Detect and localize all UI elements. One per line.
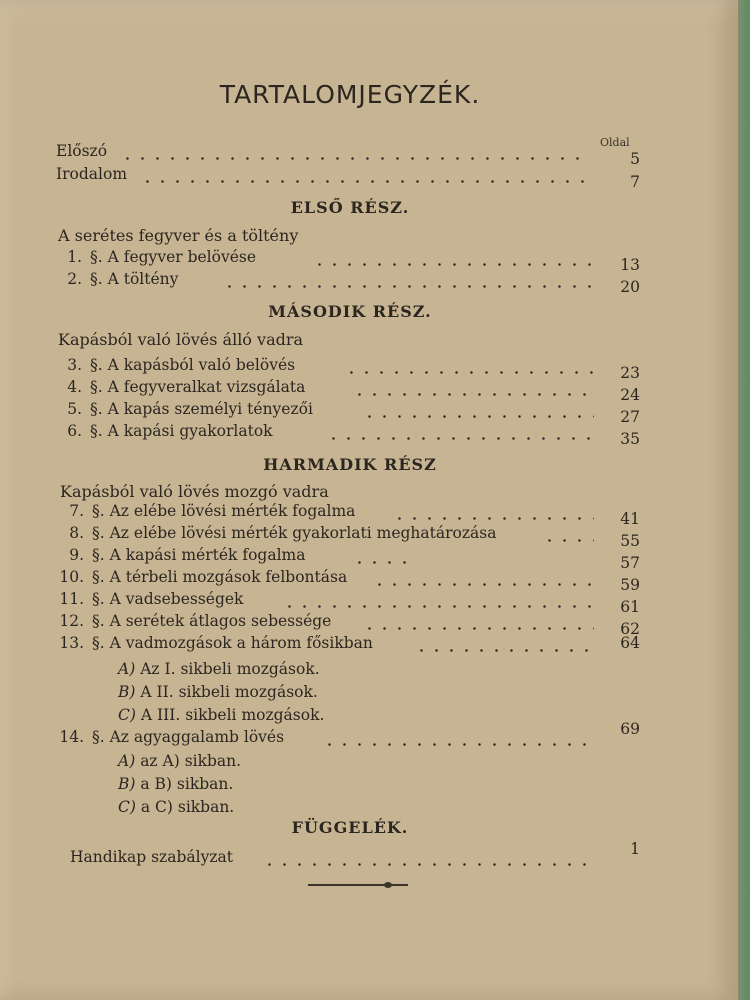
entry-text: §. A vadsebességek (92, 590, 244, 608)
toc-entry (0, 590, 700, 616)
entry-page: 1 (630, 840, 640, 858)
sub-entry (118, 752, 241, 770)
leader-dots (352, 561, 412, 564)
sub-entry-text: Az I. sikbeli mozgások. (140, 660, 320, 678)
leader-dots (362, 627, 594, 630)
entry-text: §. A fegyveralkat vizsgálata (90, 378, 306, 396)
sub-entry (118, 683, 318, 701)
entry-text: §. Az elébe lövési mérték fogalma (92, 502, 356, 520)
part2-subheading: Kapásból való lövés álló vadra (58, 330, 304, 349)
entry-text: §. A serétek átlagos sebessége (92, 612, 332, 630)
leader-dots (312, 263, 594, 266)
entry-number: 8. (69, 524, 84, 542)
entry-text: §. A vadmozgások a három fősikban (92, 634, 373, 652)
entry-page: 24 (620, 386, 640, 404)
entry-number: 4. (67, 378, 82, 396)
entry-text: Handikap szabályzat (70, 848, 233, 866)
entry-page: 62 (620, 620, 640, 638)
book-cover-edge (738, 0, 750, 1000)
entry-page: 20 (620, 278, 640, 296)
sub-entry-letter: C) (118, 706, 136, 724)
sub-entry-letter: B) (118, 775, 136, 793)
entry-page: 59 (620, 576, 640, 594)
toc-entry (0, 524, 700, 550)
section-heading-part1: ELSŐ RÉSZ. (290, 198, 410, 217)
leader-dots (222, 285, 594, 288)
entry-number: 3. (67, 356, 82, 374)
entry-number: 6. (67, 422, 82, 440)
toc-entry (0, 502, 700, 528)
toc-entry (0, 378, 700, 404)
entry-number: 10. (59, 568, 84, 586)
section-heading-appendix: FÜGGELÉK. (291, 818, 409, 837)
sub-entry (118, 660, 320, 678)
entry-text: §. A kapási gyakorlatok (90, 422, 273, 440)
sub-entry-text: A II. sikbeli mozgások. (140, 683, 318, 701)
toc-entry-appendix (0, 840, 700, 870)
entry-number: 9. (69, 546, 84, 564)
toc-entry (0, 634, 700, 656)
toc-entry-bibliography (0, 165, 700, 191)
entry-text: §. A térbeli mozgások felbontása (92, 568, 348, 586)
toc-entry-foreword (0, 142, 700, 168)
leader-dots (392, 517, 594, 520)
entry-page: 7 (630, 173, 640, 191)
entry-text: §. A kapásból való belövés (90, 356, 296, 374)
entry-text: §. A fegyver belövése (90, 248, 257, 266)
entry-page: 13 (620, 256, 640, 274)
entry-page: 27 (620, 408, 640, 426)
entry-page: 57 (620, 554, 640, 572)
leader-dots (120, 157, 590, 160)
leader-dots (326, 437, 594, 440)
section-heading-part2: MÁSODIK RÉSZ. (268, 302, 432, 321)
leader-dots (352, 393, 594, 396)
entry-page: 61 (620, 598, 640, 616)
entry-text: §. A töltény (90, 270, 179, 288)
entry-text: §. Az elébe lövési mérték gyakorlati meghatározása (92, 524, 497, 542)
entry-page: 5 (630, 150, 640, 168)
sub-entry (118, 706, 324, 724)
entry-text: §. Az agyaggalamb lövés (92, 728, 285, 746)
toc-entry (0, 720, 700, 750)
toc-entry (0, 400, 700, 426)
toc-entry (0, 568, 700, 594)
toc-entry (0, 356, 700, 382)
entry-page: 35 (620, 430, 640, 448)
part3-subheading: Kapásból való lövés mozgó vadra (60, 482, 329, 501)
entry-text: Előszó (56, 142, 108, 160)
entry-text: §. A kapási mérték fogalma (92, 546, 306, 564)
entry-page: 69 (620, 720, 640, 738)
leader-dots (372, 583, 594, 586)
leader-dots (542, 539, 594, 542)
toc-entry (0, 248, 700, 274)
sub-entry-text: az A) sikban. (140, 752, 242, 770)
page-title: TARTALOMJEGYZÉK. (219, 80, 481, 109)
entry-page: 41 (620, 510, 640, 528)
sub-entry-letter: B) (118, 683, 136, 701)
page-column-label: Oldal (600, 136, 630, 149)
entry-number: 11. (59, 590, 84, 608)
entry-page: 23 (620, 364, 640, 382)
leader-dots (282, 605, 594, 608)
entry-number: 2. (67, 270, 82, 288)
sub-entry-letter: A) (118, 660, 136, 678)
section-heading-part3: HARMADIK RÉSZ (263, 455, 437, 474)
toc-entry (0, 546, 700, 572)
entry-number: 1. (67, 248, 82, 266)
sub-entry-letter: A) (118, 752, 136, 770)
entry-page: 55 (620, 532, 640, 550)
toc-entry (0, 422, 700, 448)
sub-entry-text: a C) sikban. (140, 798, 235, 816)
leader-dots (344, 371, 594, 374)
entry-number: 12. (59, 612, 84, 630)
entry-number: 5. (67, 400, 82, 418)
entry-text: Irodalom (56, 165, 128, 183)
sub-entry-letter: C) (118, 798, 136, 816)
toc-entry (0, 270, 700, 296)
leader-dots (262, 863, 592, 866)
divider-ornament (384, 882, 392, 888)
sub-entry-text: A III. sikbeli mozgások. (140, 706, 325, 724)
toc-entry (0, 612, 700, 638)
entry-number: 13. (59, 634, 84, 652)
entry-number: 14. (59, 728, 84, 746)
leader-dots (414, 649, 594, 652)
leader-dots (140, 180, 590, 183)
leader-dots (322, 743, 594, 746)
part1-subheading: A serétes fegyver és a töltény (58, 226, 299, 245)
sub-entry (118, 775, 233, 793)
decorative-divider (308, 884, 408, 886)
sub-entry-text: a B) sikban. (140, 775, 234, 793)
entry-page: 64 (620, 634, 640, 652)
leader-dots (362, 415, 594, 418)
entry-text: §. A kapás személyi tényezői (90, 400, 313, 418)
sub-entry (118, 798, 234, 816)
entry-number: 7. (69, 502, 84, 520)
